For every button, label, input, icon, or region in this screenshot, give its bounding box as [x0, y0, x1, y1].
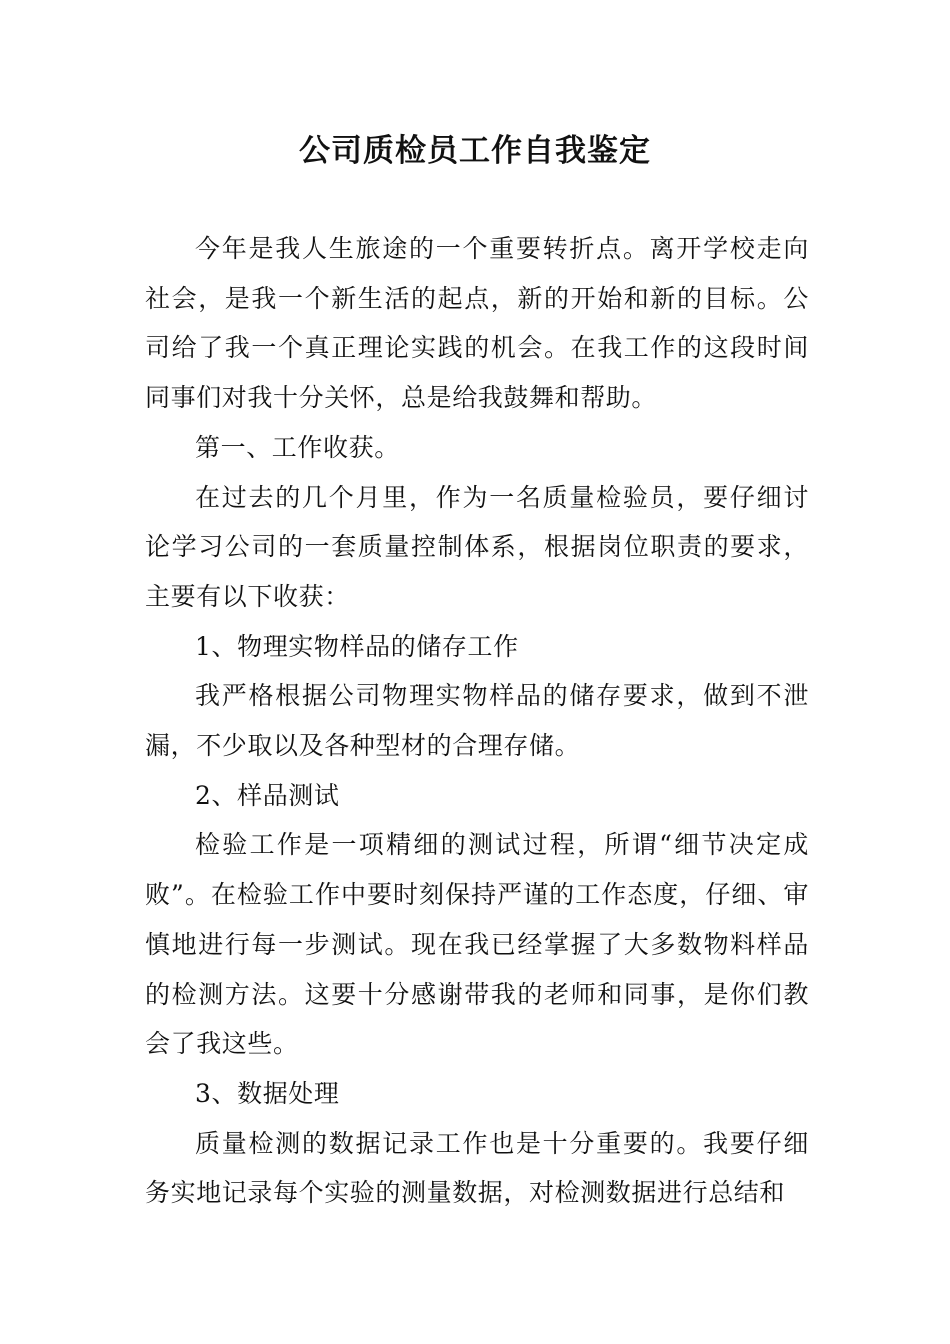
subheading-sample-testing: 2、样品测试: [195, 780, 340, 810]
paragraph-sample-testing: 检验工作是一项精细的测试过程，所谓“细节决定成败”。在检验工作中要时刻保持严谨的工作态度，仔细、审慎地进行每一步测试。现在我已经掌握了大多数物料样品的检测方法。这要十分感谢带我的老师和同事，是你们教会了我这些。: [145, 830, 809, 1059]
document-title: 公司质检员工作自我鉴定: [299, 133, 651, 169]
subheading-sample-storage: 1、物理实物样品的储存工作: [195, 631, 519, 661]
section-heading-work-gains: 第一、工作收获。: [195, 432, 400, 462]
document-body: [145, 224, 809, 1218]
paragraph-gains-intro: 在过去的几个月里，作为一名质量检验员，要仔细讨论学习公司的一套质量控制体系，根据岗位职责的要求，主要有以下收获：: [145, 482, 809, 611]
paragraph-intro: 今年是我人生旅途的一个重要转折点。离开学校走向社会，是我一个新生活的起点，新的开始和新的目标。公司给了我一个真正理论实践的机会。在我工作的这段时间同事们对我十分关怀，总是给我鼓舞和帮助。: [145, 234, 809, 413]
paragraph-sample-storage: 我严格根据公司物理实物样品的储存要求，做到不泄漏，不少取以及各种型材的合理存储。: [145, 681, 809, 761]
paragraph-data-processing: 质量检测的数据记录工作也是十分重要的。我要仔细务实地记录每个实验的测量数据，对检测数据进行总结和: [145, 1128, 809, 1208]
subheading-data-processing: 3、数据处理: [195, 1078, 340, 1108]
